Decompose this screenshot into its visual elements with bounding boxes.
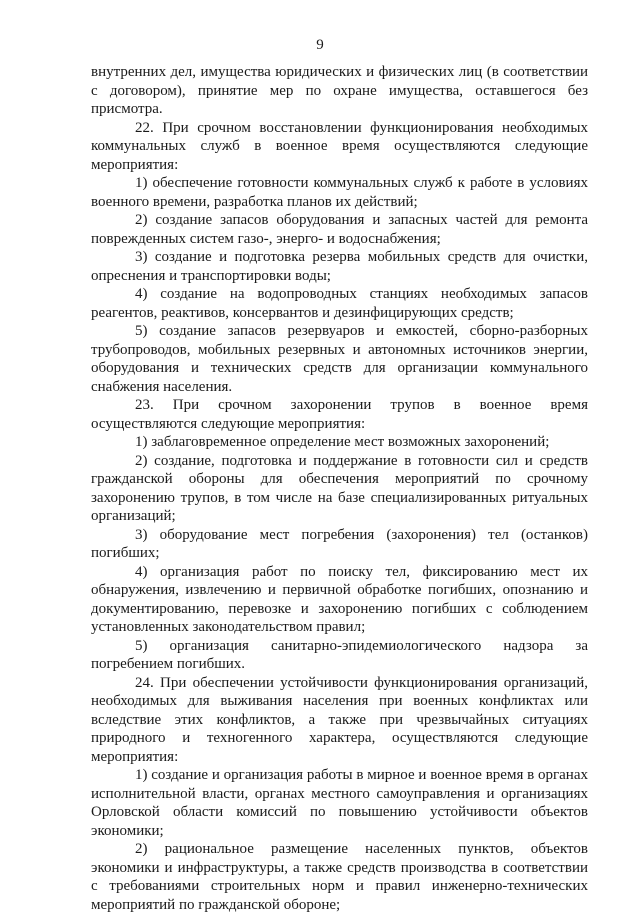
paragraph-24-2: 2) рациональное размещение населенных пунктов, объектов экономики и инфраструктуры, а также средств производства в соответствии с требованиями строительных норм и правил инженерно-технических мероприятий по гражданской обороне; bbox=[91, 841, 588, 913]
paragraph-23-4: 4) организация работ по поиску тел, фиксированию мест их обнаружения, извлечению и первичной обработке погибших, опознанию и документированию, перевозке и захоронению погибших с соблюдением установленных законодательством правил; bbox=[91, 563, 588, 635]
paragraph-22-5: 5) создание запасов резервуаров и емкостей, сборно-разборных трубопроводов, мобильных резервных и автономных источников энергии, оборудования и технических средств для организации коммунального снабжения населения. bbox=[91, 323, 588, 395]
paragraph-23-2: 2) создание, подготовка и поддержание в готовности сил и средств гражданской обороны для обеспечения мероприятий по срочному захоронению трупов, в том числе на базе специализированных ритуальных организаций; bbox=[91, 452, 588, 524]
paragraph-item-22: 22. При срочном восстановлении функционирования необходимых коммунальных служб в военное время осуществляются следующие мероприятия: bbox=[91, 119, 588, 173]
paragraph-23-1: 1) заблаговременное определение мест возможных захоронений; bbox=[135, 434, 550, 450]
paragraph-23-5: 5) организация санитарно-эпидемиологического надзора за погребением погибших. bbox=[91, 637, 588, 672]
paragraph-24-1: 1) создание и организация работы в мирное и военное время в органах исполнительной власти, органах местного самоуправления и организациях Орловской области комиссий по повышению устойчивости объектов экономики; bbox=[91, 767, 588, 839]
page-number: 9 bbox=[316, 37, 324, 53]
paragraph-item-23: 23. При срочном захоронении трупов в военное время осуществляются следующие мероприятия: bbox=[91, 397, 588, 432]
paragraph-item-24: 24. При обеспечении устойчивости функционирования организаций, необходимых для выживания населения при военных конфликтах или вследствие этих конфликтов, а также при чрезвычайных ситуациях природного и техногенного характера, осуществляются следующие мероприятия: bbox=[91, 674, 588, 765]
paragraph-22-4: 4) создание на водопроводных станциях необходимых запасов реагентов, реактивов, консервантов и дезинфицирующих средств; bbox=[91, 286, 588, 321]
paragraph-23-3: 3) оборудование мест погребения (захоронения) тел (останков) погибших; bbox=[91, 526, 588, 561]
paragraph-22-2: 2) создание запасов оборудования и запасных частей для ремонта поврежденных систем газо-, энерго- и водоснабжения; bbox=[91, 212, 588, 247]
paragraph-22-1: 1) обеспечение готовности коммунальных служб к работе в условиях военного времени, разработка планов их действий; bbox=[91, 175, 588, 210]
paragraph-continuation: внутренних дел, имущества юридических и физических лиц (в соответствии с договором), принятие мер по охране имущества, оставшегося без присмотра. bbox=[91, 64, 588, 117]
paragraph-22-3: 3) создание и подготовка резерва мобильных средств для очистки, опреснения и транспортировки воды; bbox=[91, 249, 588, 284]
document-body bbox=[91, 63, 588, 914]
